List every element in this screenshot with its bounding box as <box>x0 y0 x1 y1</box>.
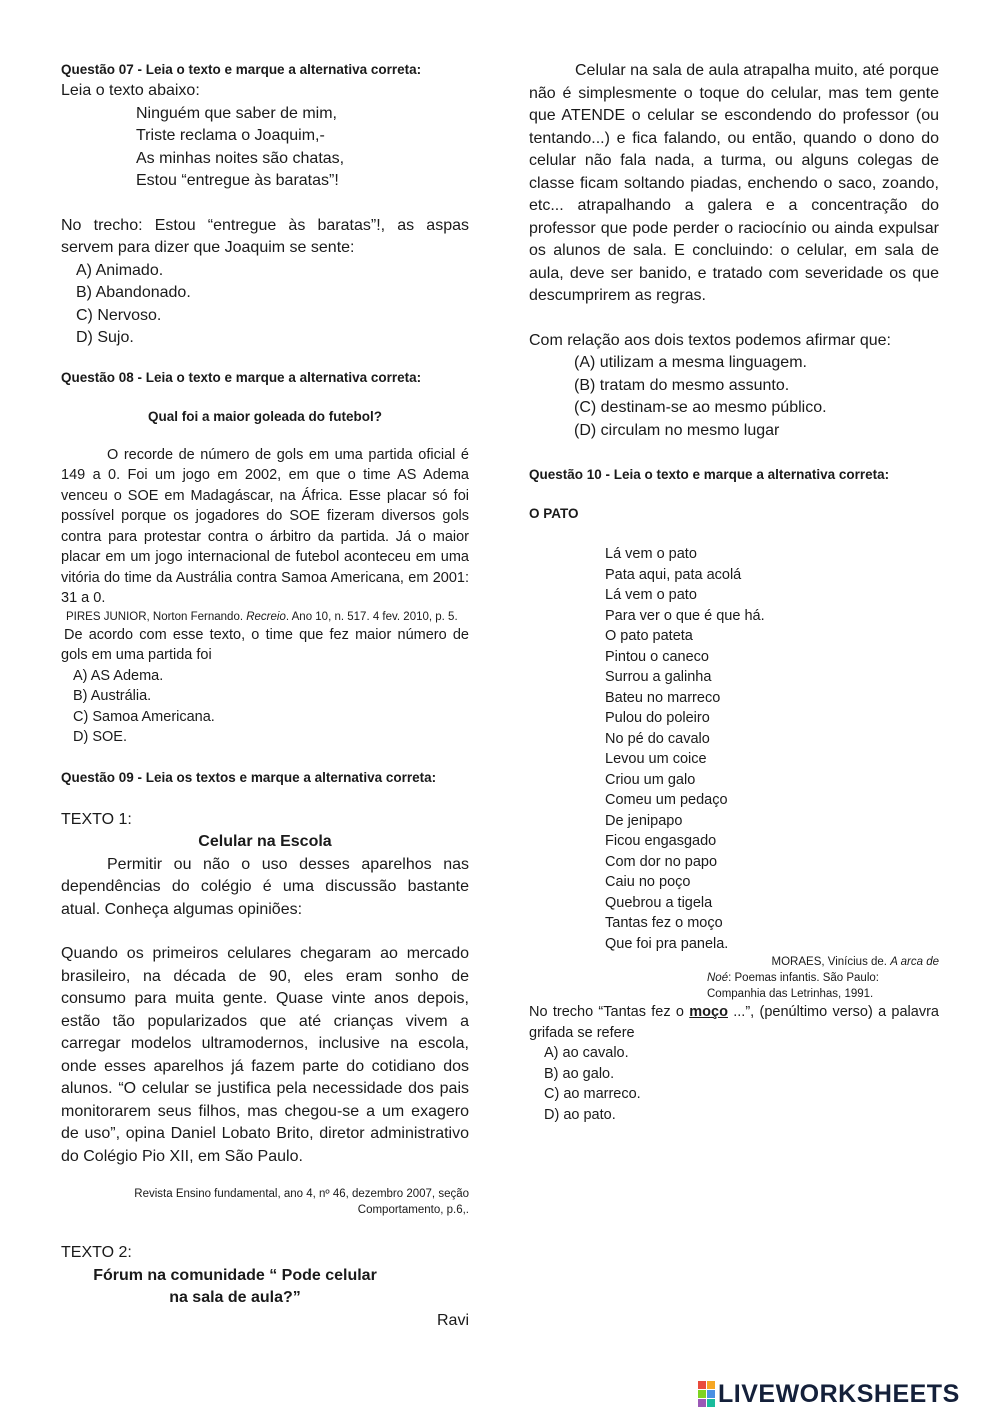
poem-line: Lá vem o pato <box>605 546 697 562</box>
liveworksheets-logo[interactable] <box>698 1381 960 1407</box>
poem-line: No pé do cavalo <box>605 730 710 747</box>
option-b[interactable]: B) Austrália. <box>73 688 152 704</box>
option-c[interactable]: C) ao marreco. <box>544 1086 641 1102</box>
poem-line: Levou um coice <box>605 751 707 767</box>
verse-line: As minhas noites são chatas, <box>136 149 345 167</box>
verse-line: Triste reclama o Joaquim,- <box>136 127 325 144</box>
option-d[interactable]: D) ao pato. <box>544 1106 616 1123</box>
text1-source-line-1: Revista Ensino fundamental, ano 4, nº 46, dezembro 2007, seção <box>134 1188 469 1200</box>
option-a[interactable]: A) AS Adema. <box>73 667 164 684</box>
question-08-citation: PIRES JUNIOR, Norton Fernando. Recreio. Ano 10, n. 517. 4 fev. 2010, p. 5. <box>66 610 458 623</box>
logo-square <box>707 1381 715 1389</box>
poem-line: De jenipapo <box>605 812 683 829</box>
option-a[interactable]: A) Animado. <box>76 261 164 279</box>
text2-author: Ravi <box>436 1311 469 1329</box>
poem-line: Lá vem o pato <box>605 587 697 603</box>
question-08 <box>61 368 469 748</box>
logo-square <box>698 1390 706 1398</box>
question-07-verses <box>61 103 469 193</box>
logo-text: LIVEWORKSHEETS <box>718 1380 960 1408</box>
question-10-header: Questão 10 - Leia o texto e marque a alternativa correta: <box>529 467 890 482</box>
text1-source-line-2: Comportamento, p.6,. <box>357 1204 469 1216</box>
poem-line: Pata aqui, pata acolá <box>605 566 742 583</box>
poem-line: Pintou o caneco <box>605 648 709 665</box>
verse-line: Ninguém que saber de mim, <box>136 104 337 122</box>
question-08-title: Qual foi a maior goleada do futebol? <box>147 408 382 424</box>
poem-citation: MORAES, Vinícius de. A arca de Noé: Poemas infantis. São Paulo: Companhia das Letrinhas, 1991. <box>707 956 939 1000</box>
question-09-options <box>529 352 939 442</box>
question-08-text: O recorde de número de gols em uma partida oficial é 149 a 0. Foi um jogo em 2002, em que o time AS Adema venceu o SOE em Madagáscar, na África. Esse placar só foi possível porque os jogadores do SOE fizeram diversos gols contra para protestar contra o árbitro da partida. Já o maior placar em um jogo internacional de futebol aconteceu em uma vitória do time da Austrália contra Samoa Americana, em 2001: 31 a 0. <box>61 446 469 606</box>
question-09-header: Questão 09 - Leia os textos e marque a alternativa correta: <box>61 769 437 785</box>
text1-paragraph-2: Quando os primeiros celulares chegaram ao mercado brasileiro, na década de 90, eles eram sonho de consumo para muita gente. Quase vinte anos depois, estão tão popularizados que até crianças vivem a carregar modelos ultramodernos, inclusive na escola, onde esses aparelhos já fazem parte do cotidiano dos alunos. “O celular se justifica pela necessidade dos pais monitorarem seus filhos, mas chegou-se a um exagero de uso”, opina Daniel Lobato Brito, diretor administrativo do Colégio Pio XII, em São Paulo. <box>61 945 469 1165</box>
text1-paragraph-1: Permitir ou não o uso desses aparelhos nas dependências do colégio é uma discussão bastante atual. Conheça algumas opiniões: <box>61 855 469 918</box>
question-07-intro: Leia o texto abaixo: <box>61 82 200 99</box>
poem-line: Quebrou a tigela <box>605 894 713 911</box>
question-07-header: Questão 07 - Leia o texto e marque a alternativa correta: <box>61 62 422 77</box>
text2-label: TEXTO 2: <box>61 1244 132 1261</box>
text1-title: Celular na Escola <box>198 833 332 850</box>
poem-line: Bateu no marreco <box>605 689 721 706</box>
option-a[interactable]: A) ao cavalo. <box>544 1045 629 1061</box>
poem-line: Criou um galo <box>605 771 696 788</box>
left-column <box>61 60 469 1332</box>
option-a[interactable]: (A) utilizam a mesma linguagem. <box>574 354 807 371</box>
question-07-prompt: No trecho: Estou “entregue às baratas”!, as aspas servem para dizer que Joaquim se sente: <box>61 216 469 256</box>
poem-line: Com dor no papo <box>605 853 718 870</box>
verse-line: Estou “entregue às baratas”! <box>136 172 339 189</box>
option-d[interactable]: D) SOE. <box>73 729 127 745</box>
option-c[interactable]: C) Samoa Americana. <box>73 708 215 725</box>
poem-line: Que foi pra panela. <box>605 935 729 952</box>
poem-line: O pato pateta <box>605 628 693 644</box>
logo-square <box>698 1381 706 1389</box>
question-07-options <box>61 260 469 350</box>
text1-label: TEXTO 1: <box>61 810 132 828</box>
poem-line: Surrou a galinha <box>605 669 712 685</box>
logo-square <box>698 1399 706 1407</box>
text2-title-line-1: Fórum na comunidade “ Pode celular <box>93 1266 377 1284</box>
question-10-prompt: No trecho “Tantas fez o moço ...”, (penúltimo verso) a palavra grifada se refere <box>529 1004 939 1041</box>
text2-title-line-2: na sala de aula?” <box>169 1289 301 1306</box>
underlined-word: moço <box>689 1004 728 1020</box>
option-b[interactable]: (B) tratam do mesmo assunto. <box>574 376 790 394</box>
poem-line: Pulou do poleiro <box>605 710 710 726</box>
logo-square <box>707 1390 715 1398</box>
question-10 <box>529 465 939 1125</box>
option-d[interactable]: D) Sujo. <box>76 329 134 346</box>
poem-body <box>529 544 939 954</box>
text2-body: Celular na sala de aula atrapalha muito, até porque não é simplesmente o toque do celular, mas tem gente que ATENDE o celular se escondendo do professor (ou tentando...) e fica falando, ou então, quando o dono do celular não fala nada, a turma, ou alguns colegas de classe ficam soltando piadas, enchendo o saco, zoando, etc... atrapalhando a galera e a concentração do professor que pode perder o raciocínio ou ainda expulsar os alunos de sala. E concluindo: o celular, em sala de aula, deve ser banido, e tratado com severidade os que descumprirem as regras. <box>529 62 939 304</box>
question-08-header: Questão 08 - Leia o texto e marque a alternativa correta: <box>61 369 422 385</box>
option-c[interactable]: C) Nervoso. <box>76 306 162 324</box>
poem-line: Para ver o que é que há. <box>605 607 765 624</box>
question-09-continued <box>529 60 939 442</box>
poem-line: Caiu no poço <box>605 874 691 890</box>
option-d[interactable]: (D) circulam no mesmo lugar <box>574 421 780 439</box>
question-09-prompt: Com relação aos dois textos podemos afirmar que: <box>529 331 891 349</box>
option-b[interactable]: B) Abandonado. <box>76 284 191 301</box>
question-07 <box>61 60 469 350</box>
poem-line: Ficou engasgado <box>605 833 717 849</box>
option-b[interactable]: B) ao galo. <box>544 1065 615 1082</box>
question-09 <box>61 768 469 1333</box>
question-08-options <box>61 666 469 748</box>
question-10-options <box>529 1043 939 1125</box>
right-column <box>529 60 939 1125</box>
option-c[interactable]: (C) destinam-se ao mesmo público. <box>574 399 827 416</box>
poem-line: Tantas fez o moço <box>605 915 723 931</box>
logo-square <box>707 1399 715 1407</box>
poem-title: O PATO <box>529 506 579 521</box>
logo-mark-icon <box>698 1381 715 1407</box>
poem-line: Comeu um pedaço <box>605 792 728 808</box>
question-08-prompt: De acordo com esse texto, o time que fez maior número de gols em uma partida foi <box>61 626 469 663</box>
